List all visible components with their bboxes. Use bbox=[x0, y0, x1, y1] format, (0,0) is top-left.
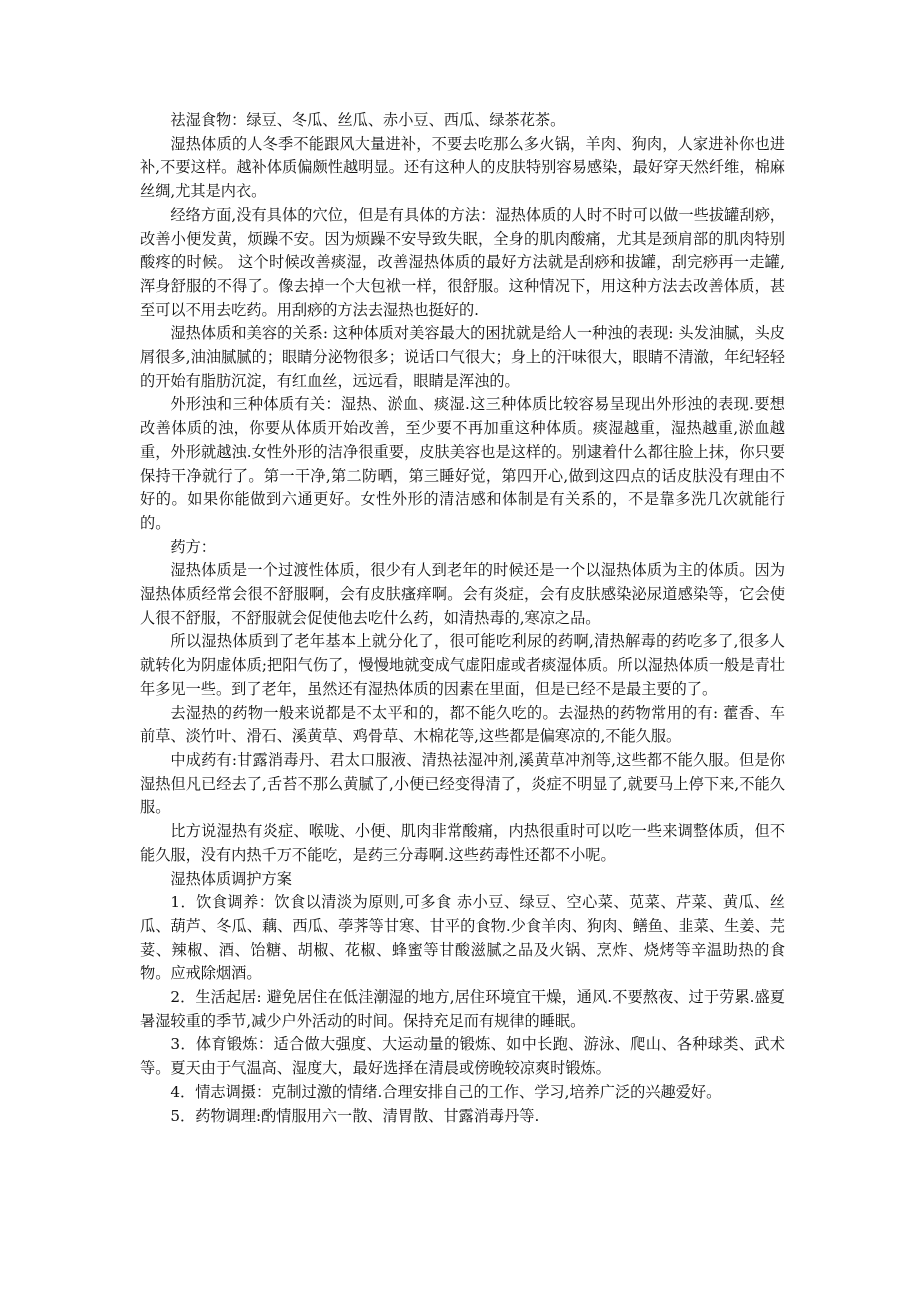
paragraph-transitional: 湿热体质是一个过渡性体质，很少有人到老年的时候还是一个以湿热体质为主的体质。因为湿热体质经常会很不舒服啊，会有皮肤瘙痒啊。会有炎症，会有皮肤感染泌尿道感染等，它会使人很不舒服，不舒服就会促使他去吃什么药，如清热毒的,寒凉之品。 bbox=[140, 561, 785, 627]
paragraph-example: 比方说湿热有炎症、喉咙、小便、肌肉非常酸痛，内热很重时可以吃一些来调整体质，但不能久服，没有内热千万不能吃，是药三分毒啊.这些药毒性还都不小呢。 bbox=[140, 822, 785, 864]
paragraph-diet: 1．饮食调养：饮食以清淡为原则,可多食 赤小豆、绿豆、空心菜、苋菜、芹菜、黄瓜、丝瓜、葫芦、冬瓜、藕、西瓜、荸荠等甘寒、甘平的食物.少食羊肉、狗肉、鳝鱼、韭菜、生姜、芫荽、辣椒、酒、饴糖、胡椒、花椒、蜂蜜等甘酸滋腻之品及火锅、烹炸、烧烤等辛温助热的食物。应戒除烟酒。 bbox=[140, 893, 785, 983]
paragraph-appearance: 外形浊和三种体质有关：湿热、淤血、痰湿.这三种体质比较容易呈现出外形浊的表现.要想改善体质的浊，你要从体质开始改善，至少要不再加重这种体质。痰湿越重，湿热越重,淤血越重，外形就越浊.女性外形的洁净很重要，皮肤美容也是这样的。别逮着什么都往脸上抹，你只要保持干净就行了。第一干净,第二防晒，第三睡好觉，第四开心,做到这四点的话皮肤没有理由不好的。如果你能做到六通更好。女性外形的清洁感和体制是有关系的，不是靠多洗几次就能行的。 bbox=[140, 395, 785, 532]
paragraph-winter-tonic: 湿热体质的人冬季不能跟风大量进补，不要去吃那么多火锅，羊肉、狗肉，人家进补你也进补,不要这样。越补体质偏颇性越明显。还有这种人的皮肤特别容易感染，最好穿天然纤维，棉麻丝绸,尤其是内衣。 bbox=[140, 134, 785, 201]
paragraph-lifestyle: 2．生活起居: 避免居住在低洼潮湿的地方,居住环境宜干燥，通风.不要熬夜、过于劳累.盛夏暑湿较重的季节,减少户外活动的时间。保持充足而有规律的睡眠。 bbox=[140, 988, 785, 1030]
paragraph-patent-medicine: 中成药有:甘露消毒丹、君太口服液、清热祛湿冲剂,溪黄草冲剂等,这些都不能久服。但是你湿热但凡已经去了,舌苔不那么黄腻了,小便已经变得清了，炎症不明显了,就要马上停下来,不能久服。 bbox=[140, 750, 785, 817]
paragraph-prescription-heading: 药方： bbox=[170, 537, 216, 556]
paragraph-medication: 5．药物调理:酌情服用六一散、清胃散、甘露消毒丹等. bbox=[170, 1106, 540, 1125]
paragraph-exercise: 3．体育锻炼：适合做大强度、大运动量的锻炼、如中长跑、游泳、爬山、各种球类、武术等。夏天由于气温高、湿度大，最好选择在清晨或傍晚较凉爽时锻炼。 bbox=[140, 1035, 785, 1078]
paragraph-care-plan-heading: 湿热体质调护方案 bbox=[170, 869, 292, 888]
paragraph-herbs: 去湿热的药物一般来说都是不太平和的，都不能久吃的。去湿热的药物常用的有: 藿香、车前草、淡竹叶、滑石、溪黄草、鸡骨草、木棉花等,这些都是偏寒凉的,不能久服。 bbox=[140, 703, 785, 746]
document-body bbox=[140, 109, 785, 1128]
paragraph-emotion: 4．情志调摄：克制过激的情绪.合理安排自己的工作、学习,培养广泛的兴趣爱好。 bbox=[170, 1082, 722, 1101]
paragraph-meridian: 经络方面,没有具体的穴位，但是有具体的方法：湿热体质的人时不时可以做一些拔罐刮痧，改善小便发黄，烦躁不安。因为烦躁不安导致失眠，全身的肌肉酸痛，尤其是颈肩部的肌肉特别酸疼的时候。 这个时候改善痰湿，改善湿热体质的最好方法就是刮痧和拔罐，刮完痧再一走罐,浑身舒服的不得了。像去掉一个大包袱一样，很舒服。这种情况下，用这种方法去改善体质，甚至可以不用去吃药。用刮痧的方法去湿热也挺好的. bbox=[140, 205, 785, 319]
paragraph-food: 祛湿食物：绿豆、冬瓜、丝瓜、赤小豆、西瓜、绿茶花茶。 bbox=[170, 111, 566, 129]
paragraph-beauty: 湿热体质和美容的关系: 这种体质对美容最大的困扰就是给人一种浊的表现: 头发油腻，头皮屑很多,油油腻腻的；眼睛分泌物很多；说话口气很大；身上的汗味很大，眼睛不清澈，年纪轻轻的开始有脂肪沉淀，有红血丝，远远看，眼睛是浑浊的。 bbox=[140, 324, 785, 390]
paragraph-old-age: 所以湿热体质到了老年基本上就分化了，很可能吃利尿的药啊,清热解毒的药吃多了,很多人就转化为阴虚体质;把阳气伤了，慢慢地就变成气虚阳虚或者痰湿体质。所以湿热体质一般是青壮年多见一些。到了老年，虽然还有湿热体质的因素在里面，但是已经不是最主要的了。 bbox=[140, 632, 785, 698]
